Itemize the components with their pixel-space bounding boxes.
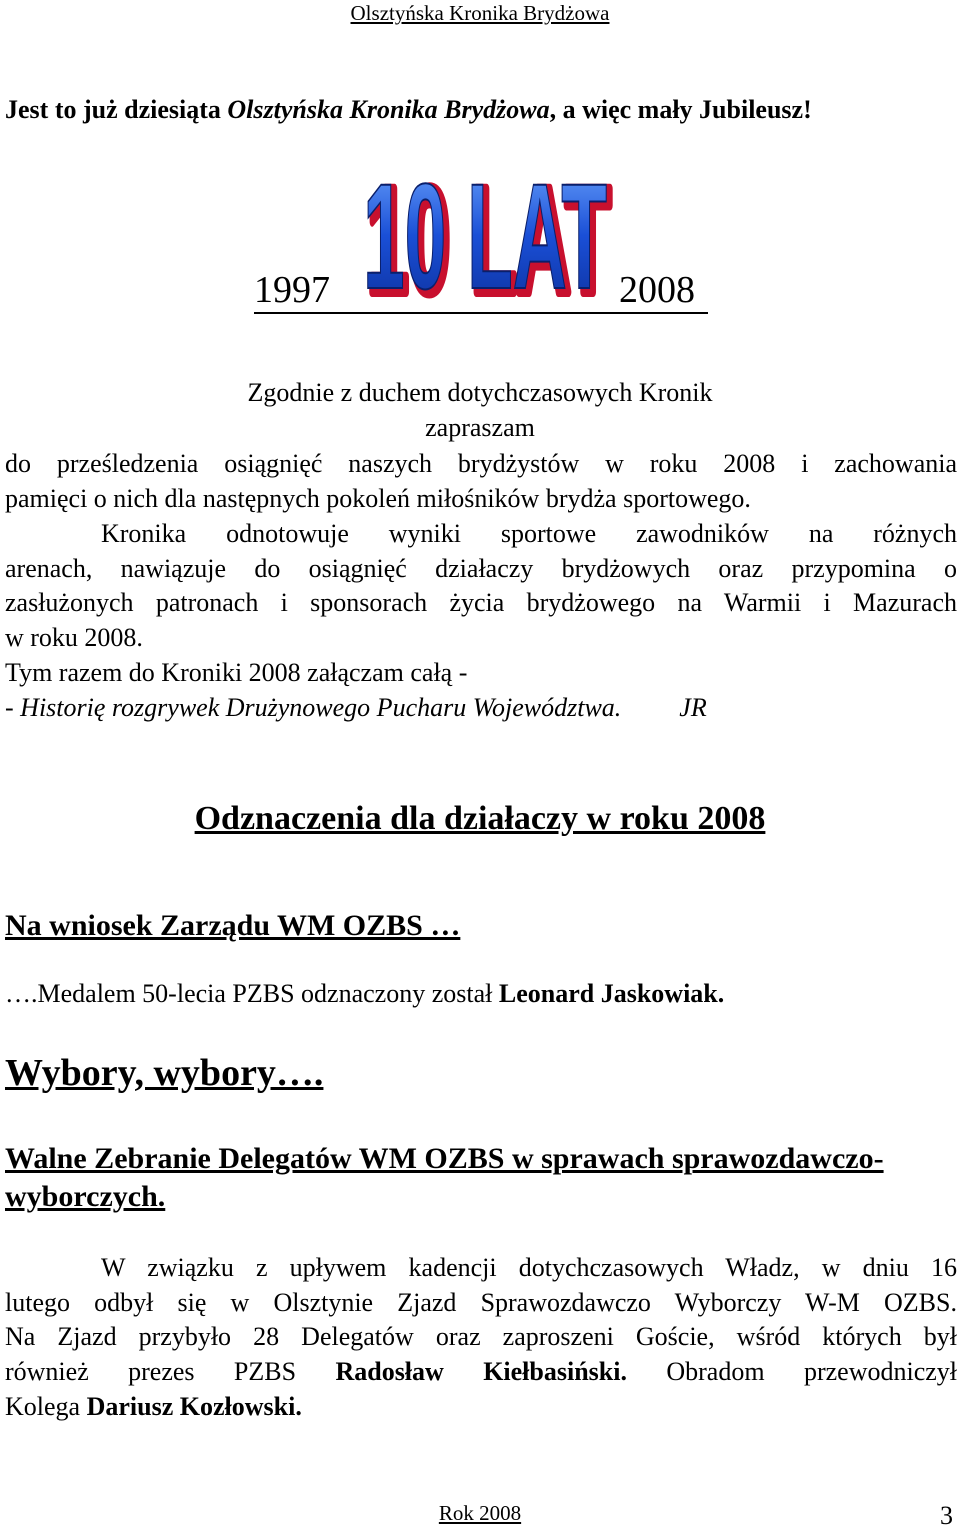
elections-line-4-post: Obradom przewodniczył xyxy=(626,1357,958,1387)
page-number: 3 xyxy=(940,1501,953,1530)
page-footer: Rok 2008 xyxy=(438,1501,522,1525)
welcome-line-2: zapraszam xyxy=(425,413,535,442)
page-header: Olsztyńska Kronika Brydżowa xyxy=(350,1,610,25)
elections-line-5 xyxy=(5,1390,957,1425)
medal-text: ….Medalem 50-lecia PZBS odznaczony został xyxy=(5,979,499,1008)
elections-subheading: Walne Zebranie Delegatów WM OZBS w sprawach sprawozdawczo-wyborczych. xyxy=(5,1142,884,1213)
welcome-line-3: do prześledzenia osiągnięć naszych brydżystów w roku 2008 i zachowania xyxy=(5,449,957,478)
signature: JR xyxy=(679,692,707,722)
kronika-line-1: Kronika odnotowuje wyniki sportowe zawodników na różnych xyxy=(101,519,957,548)
logo-shadow-text: 10 LAT xyxy=(367,164,611,304)
president-name: Radosław Kiełbasiński. xyxy=(335,1357,627,1387)
kronika-line-3: zasłużonych patronach i sponsorach życia brydżowego na Warmii i Mazurach xyxy=(5,588,957,618)
logo-text: 10 LAT xyxy=(363,164,607,304)
kronika-line-6 xyxy=(5,691,957,726)
elections-line-5-pre: Kolega xyxy=(5,1391,87,1421)
kronika-paragraph xyxy=(5,517,957,725)
intro-italic-title: Olsztyńska Kronika Brydżowa xyxy=(227,95,550,124)
elections-line-1: W związku z upływem kadencji dotychczasowych Władz, w dniu 16 xyxy=(101,1253,957,1282)
elections-line-3: Na Zjazd przybyło 28 Delegatów oraz zaproszeni Goście, wśród których był xyxy=(5,1322,957,1352)
kronika-line-4: w roku 2008. xyxy=(5,623,143,653)
awards-heading: Odznaczenia dla działaczy w roku 2008 xyxy=(194,800,766,837)
intro-sentence xyxy=(5,94,812,126)
welcome-paragraph xyxy=(5,447,957,516)
kronika-dash: - xyxy=(5,692,21,722)
welcome-line-4: pamięci o nich dla następnych pokoleń miłośników brydża sportowego. xyxy=(5,483,751,513)
intro-pre: Jest to już dziesiąta xyxy=(5,95,228,124)
intro-post: , a więc mały Jubileusz! xyxy=(549,95,812,124)
medal-recipient: Leonard Jaskowiak. xyxy=(498,979,725,1008)
medal-line xyxy=(5,978,724,1010)
awards-subheading: Na wniosek Zarządu WM OZBS … xyxy=(5,909,461,942)
chairman-name: Dariusz Kozłowski. xyxy=(86,1391,302,1421)
welcome-line-1: Zgodnie z duchem dotychczasowych Kronik xyxy=(247,378,713,407)
elections-heading: Wybory, wybory…. xyxy=(5,1052,324,1094)
jubilee-logo-10-lat xyxy=(357,164,613,304)
elections-line-2: lutego odbył się w Olsztynie Zjazd Sprawozdawczo Wyborczy W-M OZBS. xyxy=(5,1287,957,1317)
kronika-line-5: Tym razem do Kroniki 2008 załączam całą - xyxy=(5,657,468,687)
kronika-history-title: Historię rozgrywek Drużynowego Pucharu Województwa. xyxy=(20,692,622,722)
elections-paragraph xyxy=(5,1251,957,1425)
elections-line-4 xyxy=(5,1355,957,1390)
year-start: 1997 xyxy=(254,269,330,311)
year-end: 2008 xyxy=(619,269,695,311)
elections-line-4-pre: również prezes PZBS xyxy=(5,1357,336,1387)
kronika-line-2: arenach, nawiązuje do osiągnięć działaczy brydżowych oraz przypomina o xyxy=(5,553,957,583)
